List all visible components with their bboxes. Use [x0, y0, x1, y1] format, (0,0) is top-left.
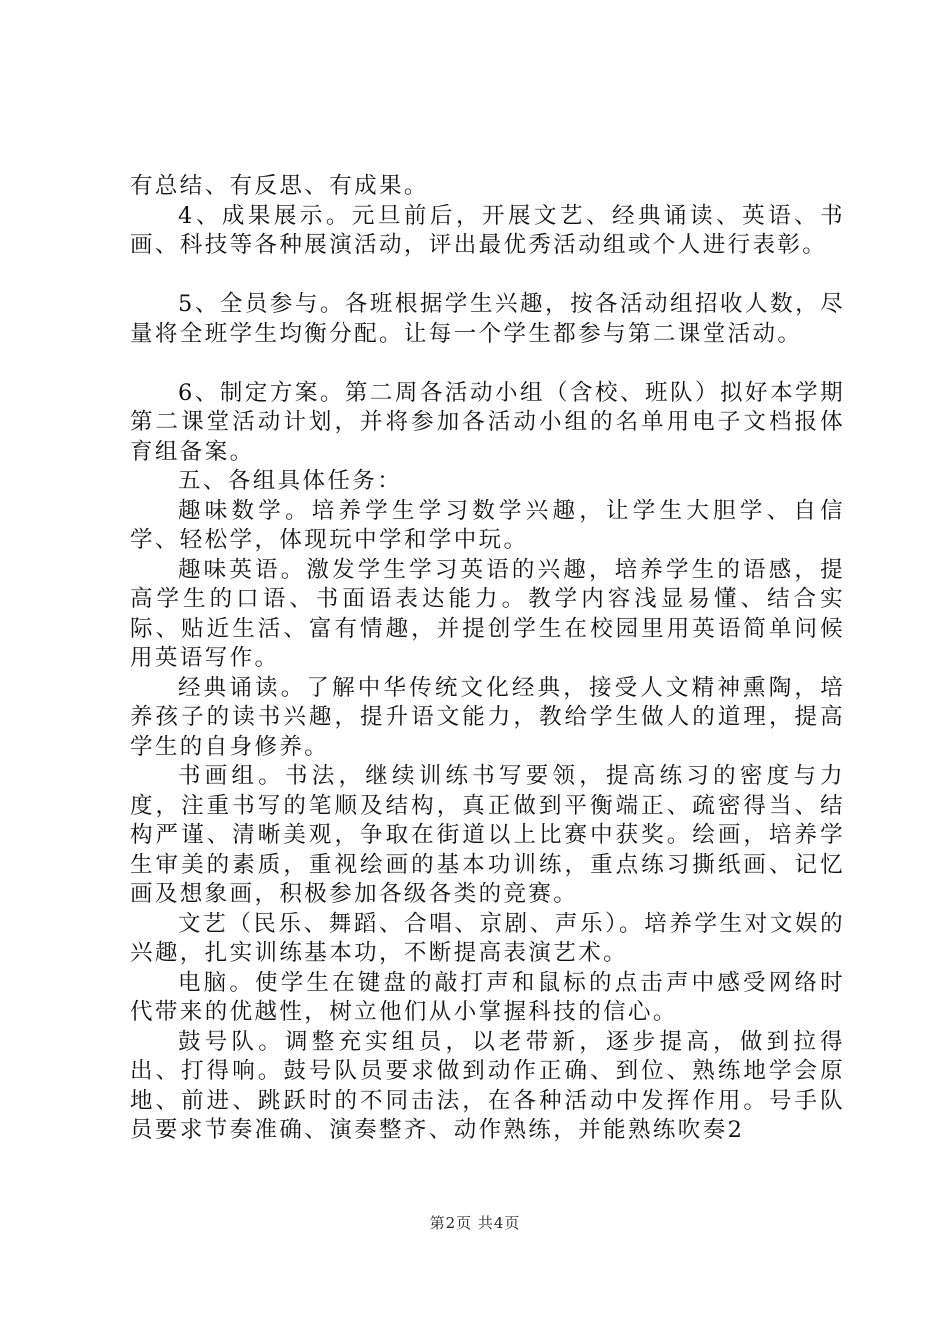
- paragraph-full-participation: 5、全员参与。各班根据学生兴趣，按各活动组招收人数，尽量将全班学生均衡分配。让每一个学生都参与第二课堂活动。: [130, 291, 845, 347]
- paragraph-classic-reading: 经典诵读。了解中华传统文化经典，接受人文精神熏陶，培养孩子的读书兴趣，提升语文能力，教给学生做人的道理，提高学生的自身修养。: [130, 674, 845, 760]
- section-heading-group-tasks: 五、各组具体任务：: [178, 468, 403, 494]
- paragraph-spacer: [130, 261, 845, 291]
- paragraph-results-showcase: 4、成果展示。元旦前后，开展文艺、经典诵读、英语、书画、科技等各种展演活动，评出最优秀活动组或个人进行表彰。: [130, 202, 845, 258]
- paragraph-arts: 文艺（民乐、舞蹈、合唱、京剧、声乐）。培养学生对文娱的兴趣，扎实训练基本功，不断提高表演艺术。: [130, 910, 845, 966]
- page-number-footer: 第2页 共4页: [429, 1214, 521, 1232]
- paragraph-drum-band: 鼓号队。调整充实组员，以老带新，逐步提高，做到拉得出、打得响。鼓号队员要求做到动作正确、到位、熟练地学会原地、前进、跳跃时的不同击法，在各种活动中发挥作用。号手队员要求节奏准确、演奏整齐、动作熟练，并能熟练吹奏2: [130, 1028, 845, 1143]
- paragraph-spacer: [130, 349, 845, 379]
- paragraph-make-plan: 6、制定方案。第二周各活动小组（含校、班队）拟好本学期第二课堂活动计划，并将参加各活动小组的名单用电子文档报体育组备案。: [130, 379, 845, 465]
- paragraph-fun-english: 趣味英语。激发学生学习英语的兴趣，培养学生的语感，提高学生的口语、书面语表达能力。教学内容浅显易懂、结合实际、贴近生活、富有情趣，并提创学生在校园里用英语简单问候用英语写作。: [130, 556, 845, 671]
- paragraph-computer: 电脑。使学生在键盘的敲打声和鼠标的点击声中感受网络时代带来的优越性，树立他们从小掌握科技的信心。: [130, 969, 845, 1025]
- paragraph-summary-continuation: 有总结、有反思、有成果。: [130, 173, 429, 199]
- paragraph-fun-math: 趣味数学。培养学生学习数学兴趣，让学生大胆学、自信学、轻松学，体现玩中学和学中玩。: [130, 497, 845, 553]
- document-body: [130, 172, 845, 1146]
- paragraph-calligraphy-painting: 书画组。书法，继续训练书写要领，提高练习的密度与力度，注重书写的笔顺及结构，真正做到平衡端正、疏密得当、结构严谨、清晰美观，争取在街道以上比赛中获奖。绘画，培养学生审美的素质，重视绘画的基本功训练，重点练习撕纸画、记忆画及想象画，积极参加各级各类的竞赛。: [130, 763, 845, 907]
